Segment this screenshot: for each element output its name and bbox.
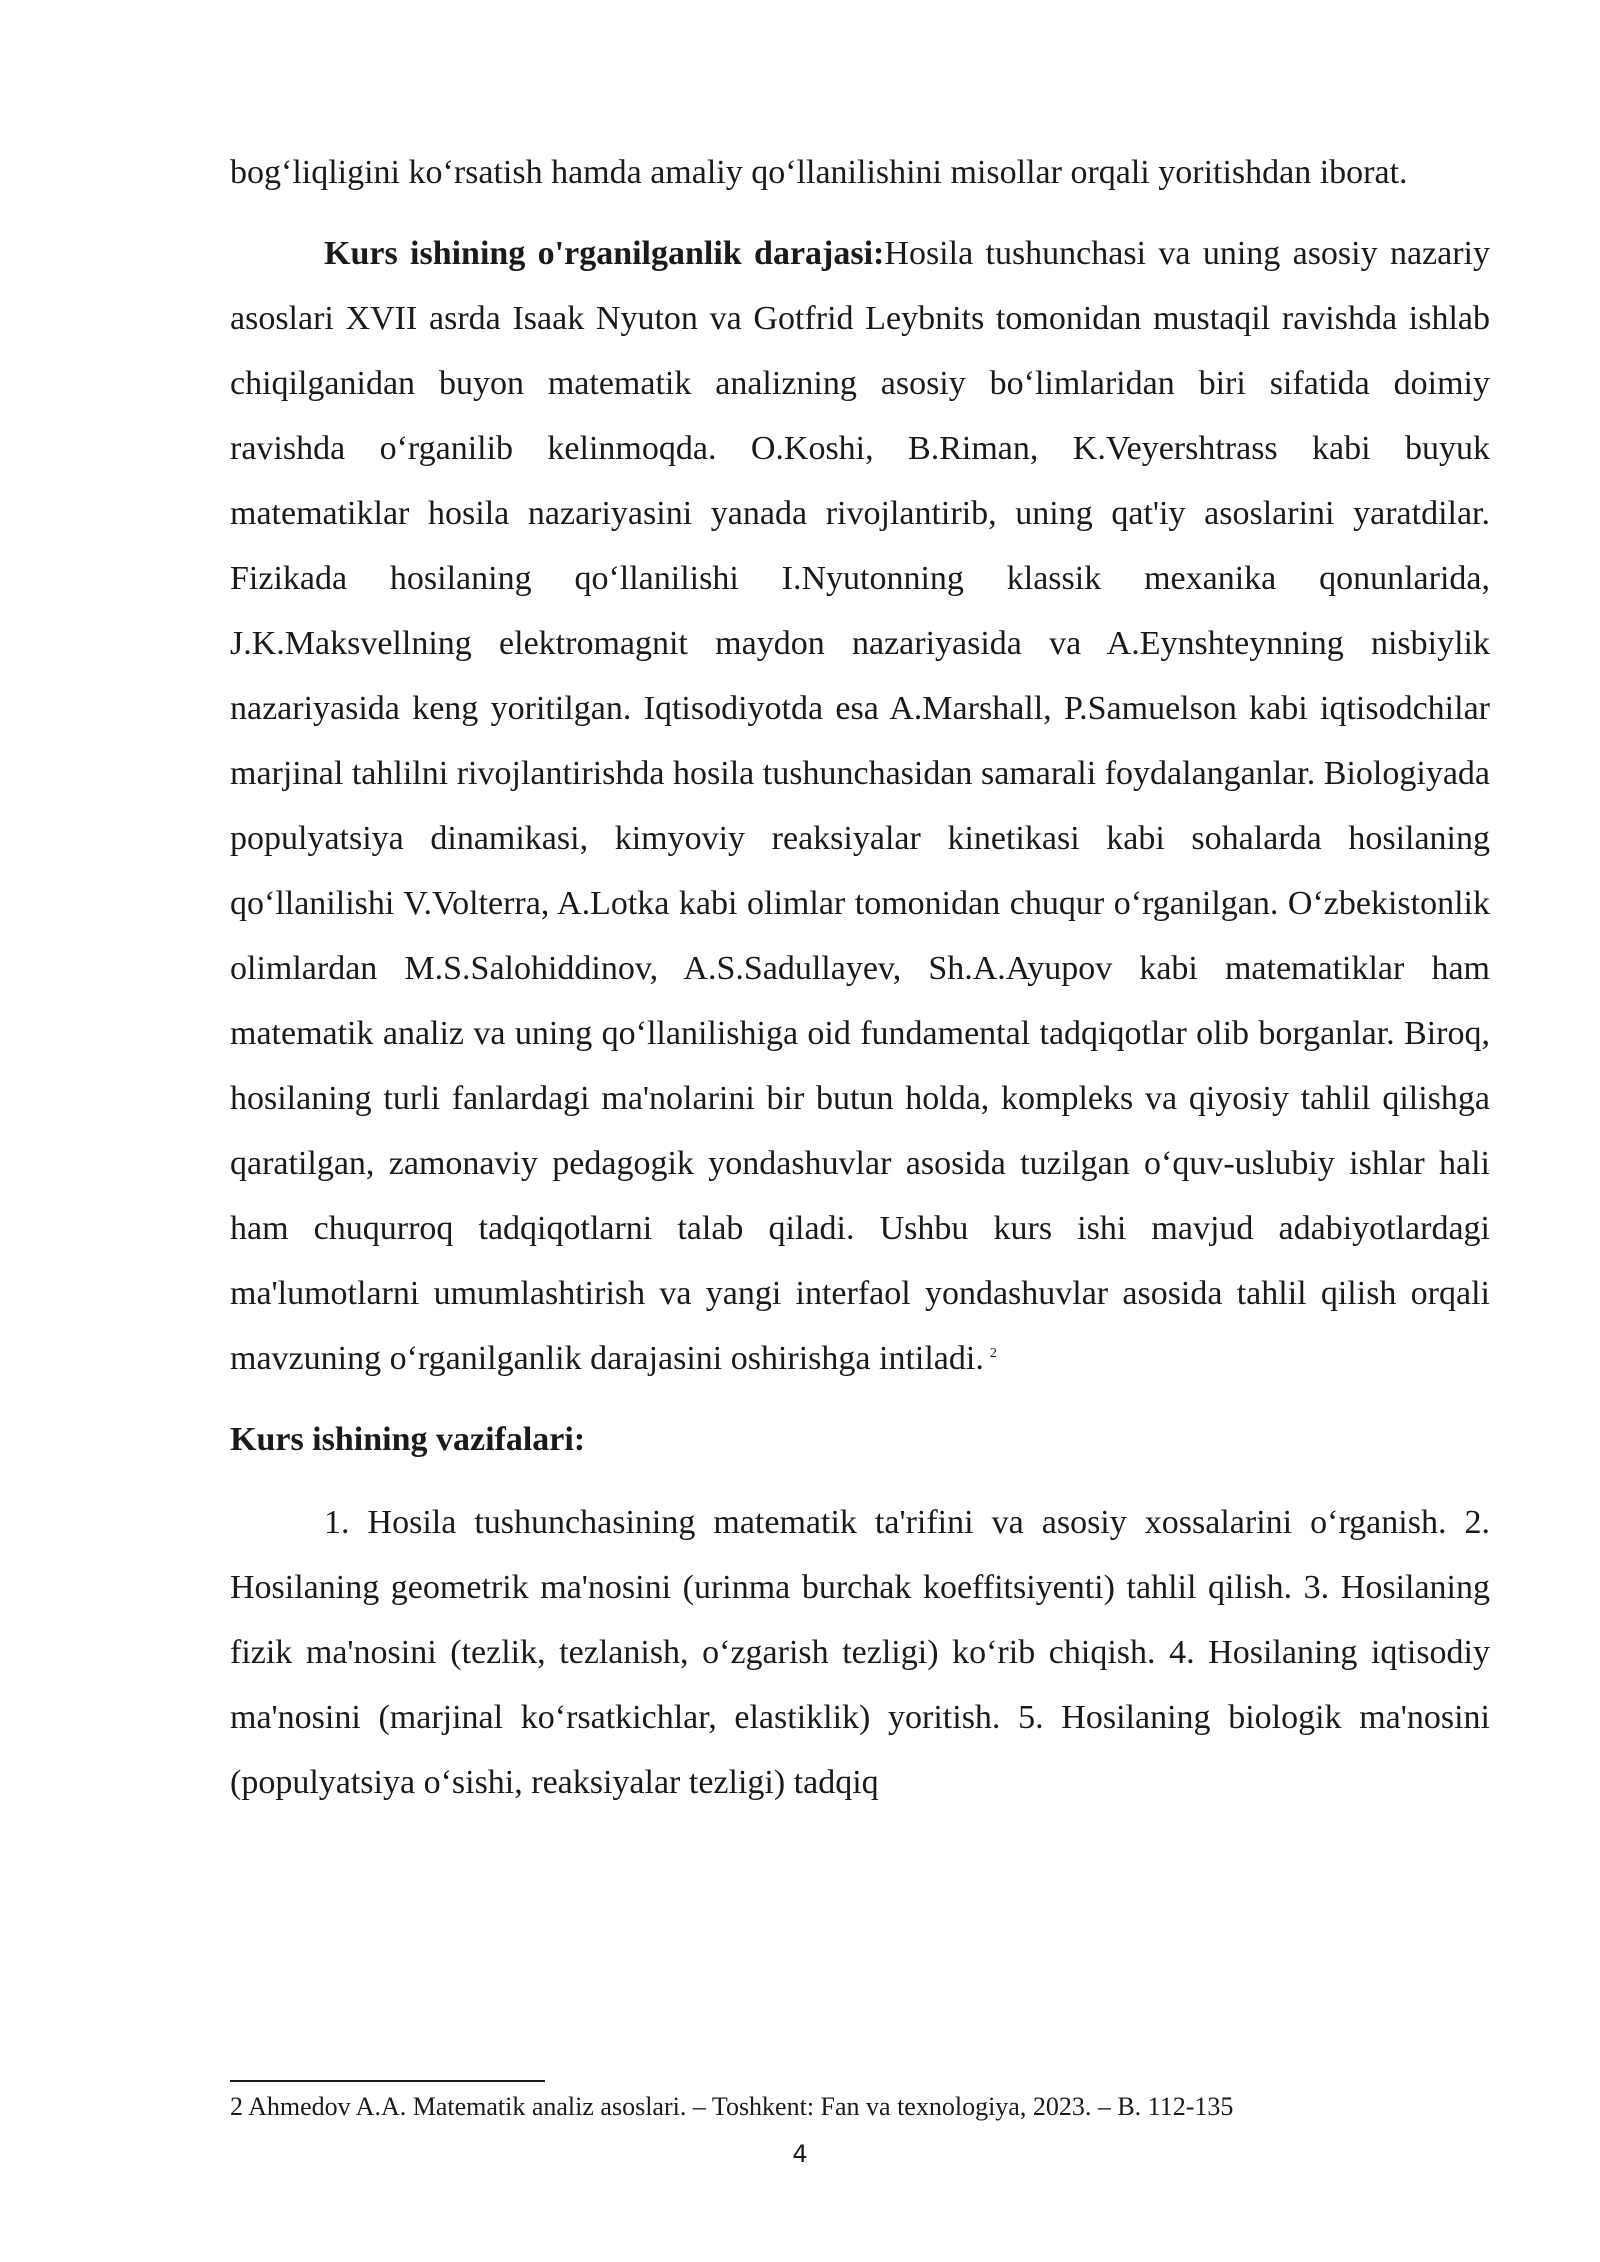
study-level-text: Hosila tushunchasi va uning asosiy nazariy asoslari XVII asrda Isaak Nyuton va Gotfrid Leybnits tomonidan mustaqil ravishda ishlab chiqilganidan buyon matematik analizning asosiy bo‘limlaridan biri sifatida doimiy ravishda o‘rganilib kelinmoqda. O.Koshi, B.Riman, K.Veyershtrass kabi buyuk matematiklar hosila nazariyasini yanada rivojlantirib, uning qat'iy asoslarini yaratdilar. Fizikada hosilaning qo‘llanilishi I.Nyutonning klassik mexanika qonunlarida, J.K.Maksvellning elektromagnit maydon nazariyasida va A.Eynshteynning nisbiylik nazariyasida keng yoritilgan. Iqtisodiyotda esa A.Marshall, P.Samuelson kabi iqtisodchilar marjinal tahlilni rivojlantirishda hosila tushunchasidan samarali foydalanganlar. Biologiyada populyatsiya dinamikasi, kimyoviy reaksiyalar kinetikasi kabi sohalarda hosilaning qo‘llanilishi V.Volterra, A.Lotka kabi olimlar tomonidan chuqur o‘rganilgan. O‘zbekistonlik olimlardan M.S.Salohiddinov, A.S.Sadullayev, Sh.A.Ayupov kabi matematiklar ham matematik analiz va uning qo‘llanilishiga oid fundamental tadqiqotlar olib borganlar. Biroq, hosilaning turli fanlardagi ma'nolarini bir butun holda, kompleks va qiyosiy tahlil qilishga qaratilgan, zamonaviy pedagogik yondashuvlar asosida tuzilgan o‘quv-uslubiy ishlar hali ham chuqurroq tadqiqotlarni talab qiladi. Ushbu kurs ishi mavjud adabiyotlardagi ma'lumotlarni umumlashtirish va yangi interfaol yondashuvlar asosida tahlil qilish orqali mavzuning o‘rganilganlik darajasini oshirishga intiladi.: [230, 235, 1490, 1377]
study-level-heading: Kurs ishining o'rganilganlik darajasi:: [324, 235, 885, 272]
page-body: [230, 140, 1490, 1815]
tasks-paragraph: 1. Hosila tushunchasining matematik ta'rifini va asosiy xossalarini o‘rganish. 2. Hosilaning geometrik ma'nosini (urinma burchak koeffitsiyenti) tahlil qilish. 3. Hosilaning fizik ma'nosini (tezlik, tezlanish, o‘zgarish tezligi) ko‘rib chiqish. 4. Hosilaning iqtisodiy ma'nosini (marjinal ko‘rsatkichlar, elastiklik) yoritish. 5. Hosilaning biologik ma'nosini (populyatsiya o‘sishi, reaksiyalar tezligi) tadqiq: [230, 1504, 1490, 1801]
footnote-text: 2 Ahmedov A.A. Matematik analiz asoslari. – Toshkent: Fan va texnologiya, 2023. – B. 112-135: [230, 2092, 1234, 2121]
study-level-paragraph: [230, 221, 1490, 1391]
intro-paragraph: bog‘liqligini ko‘rsatish hamda amaliy qo‘llanilishini misollar orqali yoritishdan iborat.: [230, 154, 1408, 191]
page-number: 4: [792, 2140, 808, 2168]
tasks-heading: Kurs ishining vazifalari:: [230, 1421, 586, 1458]
footnote-separator: [230, 2080, 545, 2082]
footnote-reference: 2: [989, 1345, 997, 1361]
